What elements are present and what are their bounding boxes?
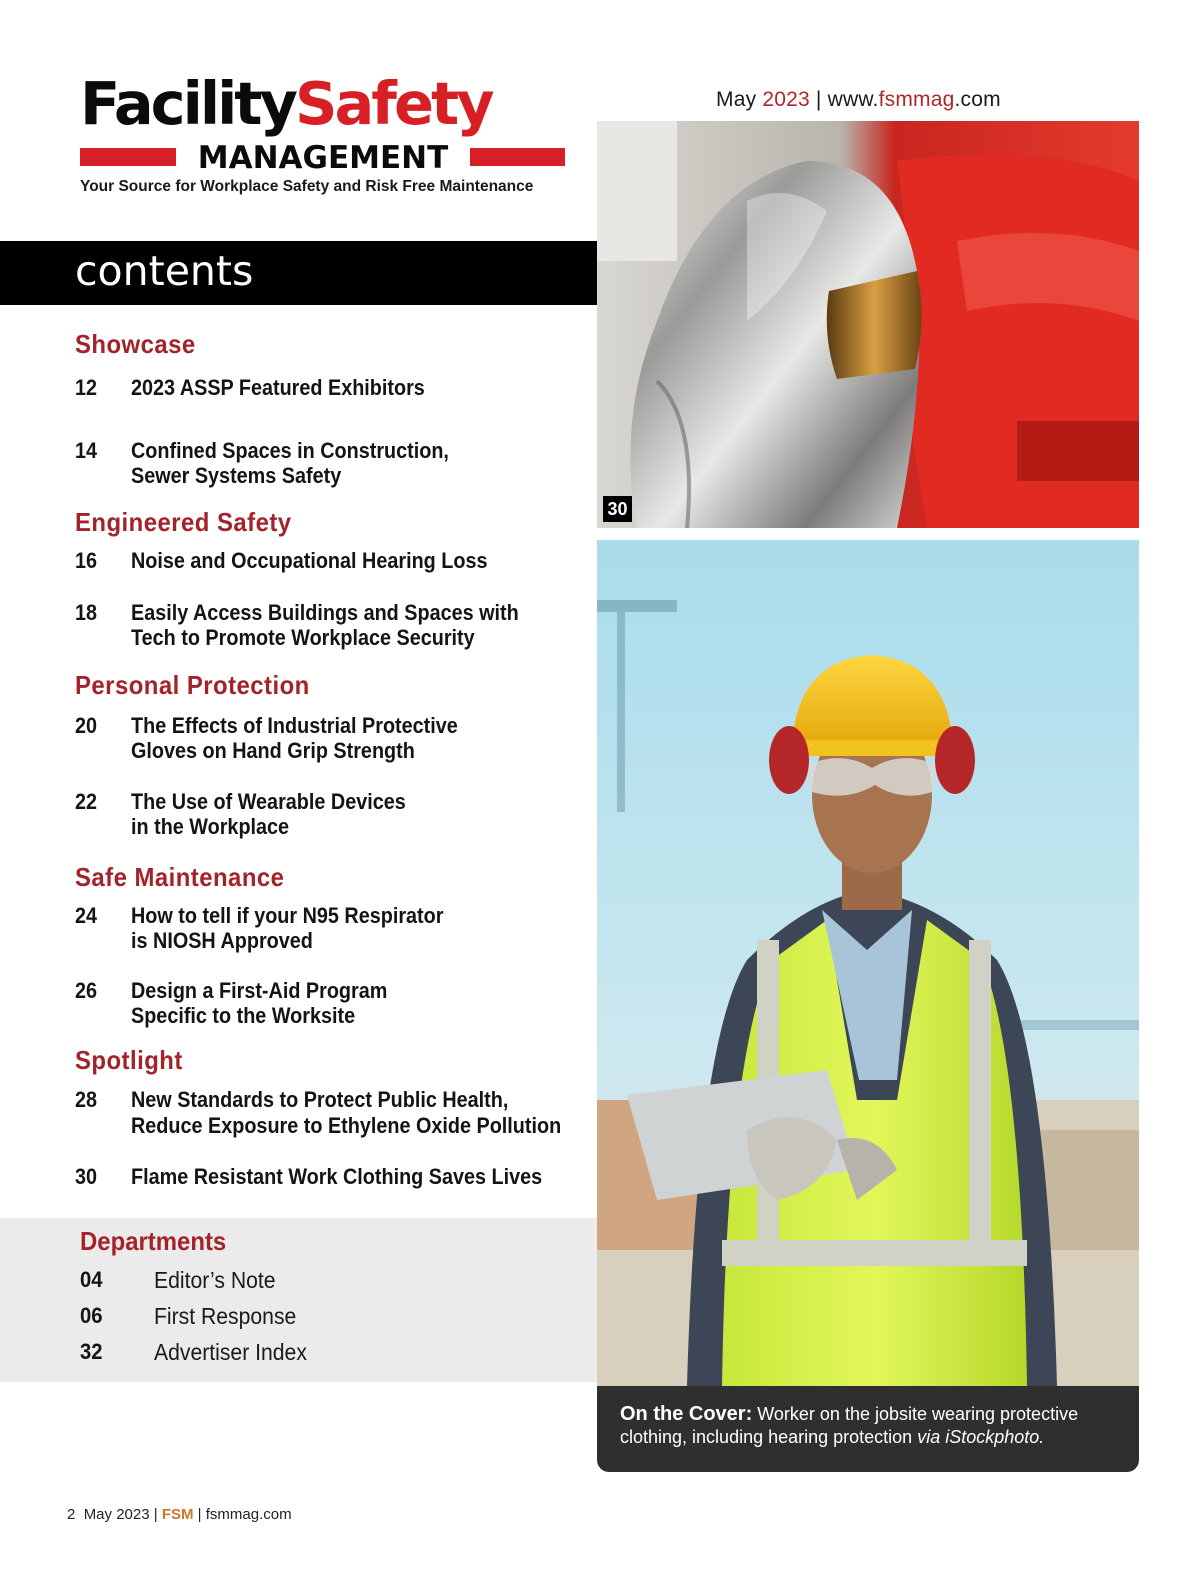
departments-heading: Departments: [80, 1226, 227, 1256]
site-prefix: www.: [827, 88, 879, 111]
toc-title-line: Tech to Promote Workplace Security: [131, 625, 475, 650]
logo-red-bar-left: [80, 148, 176, 166]
issue-separator: |: [815, 88, 822, 111]
section-heading-showcase: Showcase: [75, 329, 196, 359]
toc-title-line: Flame Resistant Work Clothing Saves Lives: [131, 1164, 543, 1189]
cover-caption: [597, 1386, 1139, 1472]
logo-word-facility: Facility: [80, 69, 295, 138]
toc-page-number: 26: [75, 978, 98, 1003]
toc-page-number: 14: [75, 438, 98, 463]
photo-cover-worker-image: [597, 540, 1139, 1386]
toc-title-line: Noise and Occupational Hearing Loss: [131, 548, 488, 573]
issue-year: 2023: [762, 88, 810, 111]
footer-month: May: [83, 1506, 113, 1523]
contents-banner: [0, 241, 597, 305]
toc-page-number: 20: [75, 713, 98, 738]
departments-panel: [0, 1218, 597, 1382]
department-name: First Response: [154, 1303, 297, 1329]
logo-red-bar-right: [470, 148, 565, 166]
section-heading-personal-protection: Personal Protection: [75, 670, 310, 700]
toc-page-number: 12: [75, 375, 98, 400]
footer-site-link[interactable]: fsmmag.com: [205, 1506, 292, 1523]
section-heading-safe-maintenance: Safe Maintenance: [75, 862, 285, 892]
page-footer: [67, 1506, 292, 1523]
toc-page-number: 30: [75, 1164, 98, 1189]
toc-page-number: 16: [75, 548, 98, 573]
toc-title-line: Sewer Systems Safety: [131, 463, 342, 488]
department-name: Editor’s Note: [154, 1267, 276, 1293]
toc-page-number: 24: [75, 903, 98, 928]
toc-title-line: in the Workplace: [131, 814, 290, 839]
cover-caption-lead: On the Cover:: [620, 1403, 753, 1425]
photo-cover-worker: [597, 540, 1139, 1386]
issue-month: May: [716, 88, 757, 111]
issue-site-link[interactable]: [828, 88, 1001, 111]
toc-title-line: is NIOSH Approved: [131, 928, 313, 953]
photo-protective-suit: [597, 121, 1139, 528]
toc-title-line: Easily Access Buildings and Spaces with: [131, 600, 519, 625]
contents-title: contents: [75, 247, 254, 295]
issue-line: [716, 88, 1001, 112]
toc-page-number: 18: [75, 600, 98, 625]
footer-page-number: 2: [67, 1506, 76, 1523]
department-page-number: 32: [80, 1339, 103, 1364]
department-page-number: 04: [80, 1267, 103, 1292]
logo-word-safety: Safety: [294, 69, 492, 138]
section-heading-engineered-safety: Engineered Safety: [75, 507, 292, 537]
site-suffix: .com: [954, 88, 1001, 111]
toc-title-line: Confined Spaces in Construction,: [131, 438, 449, 463]
masthead-tagline: Your Source for Workplace Safety and Risk Free Maintenance: [80, 178, 534, 195]
cover-caption-source: via iStockphoto.: [917, 1427, 1045, 1447]
department-page-number: 06: [80, 1303, 103, 1328]
toc-title-line: The Effects of Industrial Protective: [131, 713, 458, 738]
toc-title-line: The Use of Wearable Devices: [131, 789, 406, 814]
toc-title-line: 2023 ASSP Featured Exhibitors: [131, 375, 425, 400]
toc-title-line: Specific to the Worksite: [131, 1003, 356, 1028]
cover-caption-body: Worker on the jobsite wearing protective clothing, including hearing protection: [620, 1404, 1079, 1447]
toc-title-line: How to tell if your N95 Respirator: [131, 903, 444, 928]
cover-caption-text: [620, 1403, 1125, 1449]
photo-protective-suit-image: [597, 121, 1139, 528]
toc-page-number: 22: [75, 789, 98, 814]
section-heading-spotlight: Spotlight: [75, 1045, 183, 1075]
logo-word-management: MANAGEMENT: [197, 140, 449, 176]
footer-mag-abbrev: FSM: [161, 1506, 194, 1523]
logo-wordmark: [80, 70, 492, 138]
toc-title-line: New Standards to Protect Public Health,: [131, 1087, 509, 1112]
department-name: Advertiser Index: [154, 1339, 307, 1365]
photo-page-badge: 30: [603, 496, 632, 522]
toc-title-line: Gloves on Hand Grip Strength: [131, 738, 415, 763]
toc-title-line: Reduce Exposure to Ethylene Oxide Pollution: [131, 1113, 562, 1138]
toc-title-line: Design a First-Aid Program: [131, 978, 388, 1003]
footer-separator: |: [197, 1506, 202, 1523]
footer-year: 2023: [116, 1506, 150, 1523]
footer-separator: |: [153, 1506, 158, 1523]
toc-page-number: 28: [75, 1087, 98, 1112]
site-domain: fsmmag: [878, 88, 955, 111]
